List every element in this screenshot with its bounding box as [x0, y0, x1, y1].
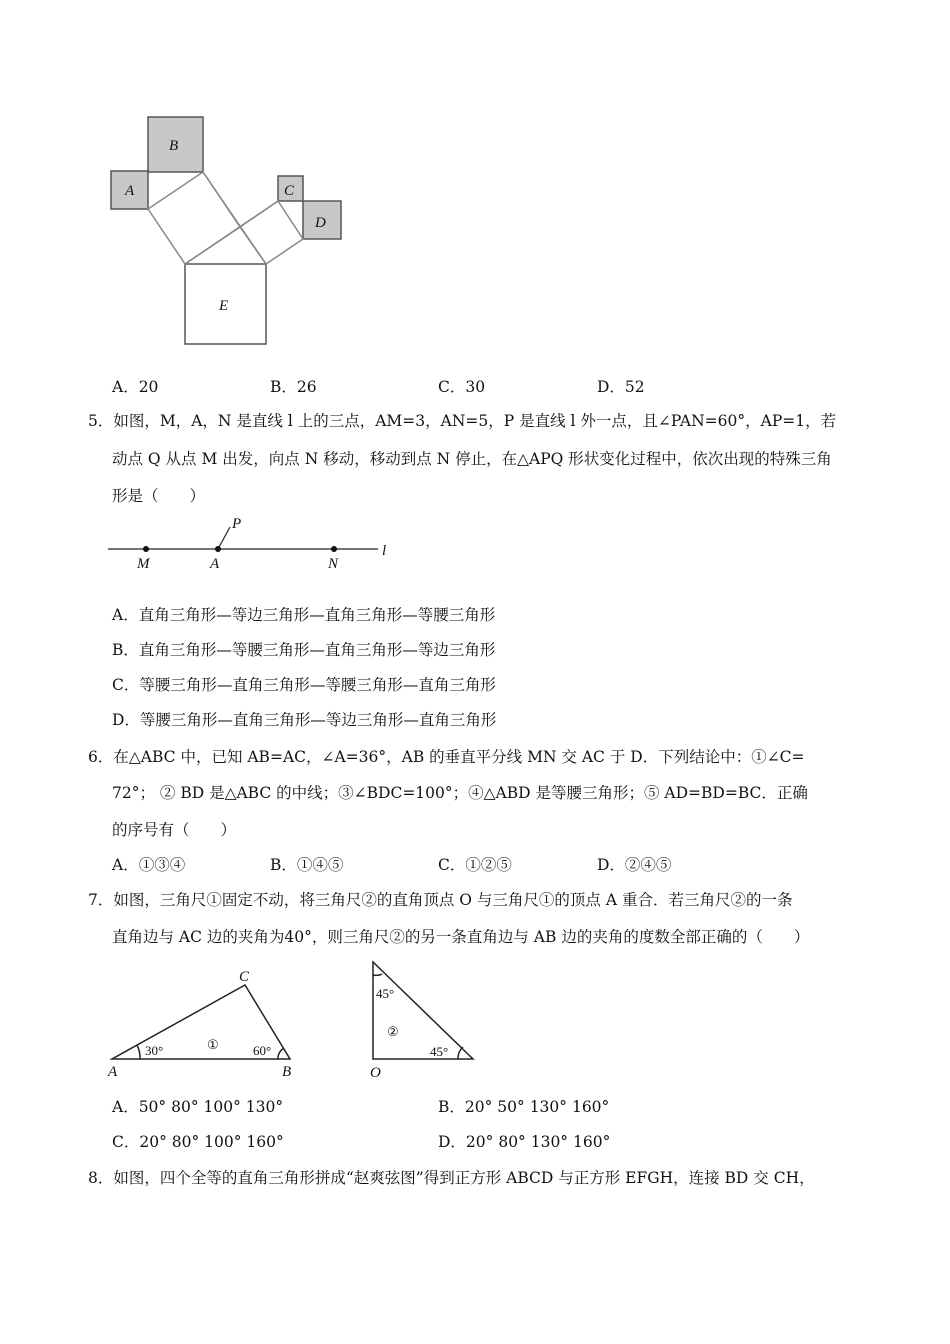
q5-text-line: 动点 Q 从点 M 出发，向点 N 移动，移动到点 N 停止，在△APQ 形状变化过程中，依次出现的特殊三角 — [112, 450, 832, 468]
label-triangle-1: ① — [207, 1037, 219, 1052]
q4-option-a: A．20 — [112, 378, 159, 396]
label-e: E — [219, 298, 229, 314]
q5-option-a: A．直角三角形—等边三角形—直角三角形—等腰三角形 — [112, 606, 496, 624]
angle-30: 30° — [145, 1043, 164, 1058]
q6-option-c: C．①②⑤ — [438, 856, 512, 874]
q8-text-line: 8．如图，四个全等的直角三角形拼成“赵爽弦图”得到正方形 ABCD 与正方形 EFGH，连接 BD 交 CH， — [88, 1169, 815, 1187]
angle-45-top: 45° — [376, 986, 395, 1001]
q5-option-d: D．等腰三角形—直角三角形—等边三角形—直角三角形 — [112, 711, 497, 729]
q6-option-d: D．②④⑤ — [597, 856, 672, 874]
q5-text-line: 5．如图，M，A，N 是直线 l 上的三点，AM=3，AN=5，P 是直线 l 外一点，且∠PAN=60°，AP=1，若 — [88, 412, 837, 430]
q5-option-b: B．直角三角形—等腰三角形—直角三角形—等边三角形 — [112, 641, 496, 659]
label-a: A — [210, 556, 220, 572]
q6-text-line: 72°； ② BD 是△ABC 的中线；③∠BDC=100°；④△ABD 是等腰三角形；⑤ AD=BD=BC．正确 — [112, 784, 808, 802]
label-d: D — [315, 215, 326, 231]
q6-option-b: B．①④⑤ — [270, 856, 344, 874]
q7-option-a: A．50° 80° 100° 130° — [112, 1098, 284, 1116]
q5-option-c: C．等腰三角形—直角三角形—等腰三角形—直角三角形 — [112, 676, 496, 694]
q7-figure — [107, 962, 473, 1081]
label-a: A — [108, 1064, 118, 1080]
q6-text-line: 6．在△ABC 中，已知 AB=AC，∠A=36°，AB 的垂直平分线 MN 交 AC 于 D．下列结论中：①∠C= — [88, 748, 805, 766]
q6-option-a: A．①③④ — [112, 856, 186, 874]
label-triangle-2: ② — [387, 1024, 399, 1039]
label-c: C — [284, 183, 295, 199]
tilted-square-right — [240, 201, 303, 264]
label-a: A — [125, 183, 135, 199]
q7-text-line: 直角边与 AC 边的夹角为40°，则三角尺②的另一条直角边与 AB 边的夹角的度数全部正确的（ ） — [112, 928, 810, 946]
label-p: P — [232, 516, 242, 532]
q4-option-d: D．52 — [597, 378, 645, 396]
tilted-square-left — [148, 172, 240, 264]
q4-figure — [111, 117, 341, 344]
label-l: l — [382, 543, 387, 559]
angle-45-bottom: 45° — [430, 1044, 449, 1059]
label-o: O — [370, 1065, 381, 1081]
label-m: M — [137, 556, 150, 572]
angle-60: 60° — [253, 1043, 272, 1058]
q7-option-c: C．20° 80° 100° 160° — [112, 1133, 284, 1151]
label-b: B — [169, 138, 179, 154]
q7-text-line: 7．如图，三角尺①固定不动，将三角尺②的直角顶点 O 与三角尺①的顶点 A 重合．若三角尺②的一条 — [88, 891, 793, 909]
label-c: C — [239, 969, 250, 985]
label-b: B — [282, 1064, 292, 1080]
q7-option-d: D．20° 80° 130° 160° — [438, 1133, 611, 1151]
q5-text-line: 形是（ ） — [112, 487, 206, 505]
q4-option-b: B．26 — [270, 378, 317, 396]
label-n: N — [328, 556, 339, 572]
q6-text-line: 的序号有（ ） — [112, 821, 237, 839]
q5-figure — [108, 516, 386, 572]
q7-option-b: B．20° 50° 130° 160° — [438, 1098, 610, 1116]
triangle-2 — [373, 962, 473, 1059]
q4-option-c: C．30 — [438, 378, 486, 396]
